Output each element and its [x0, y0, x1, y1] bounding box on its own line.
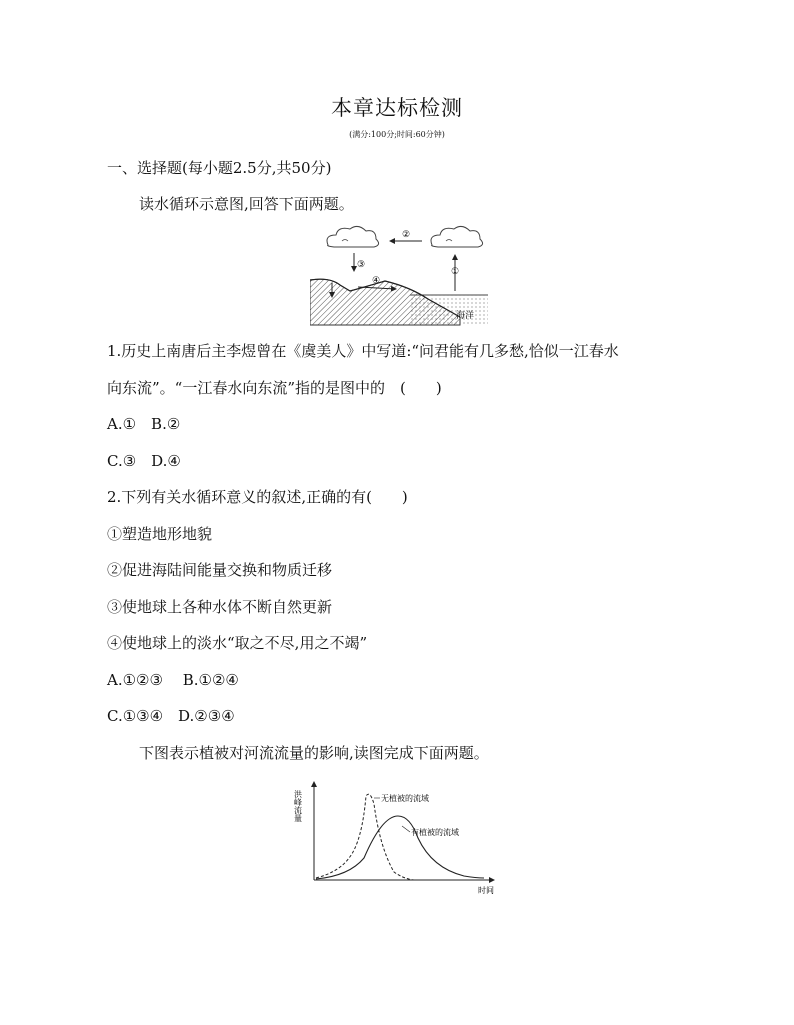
- label-no-vegetation: 无植被的流域: [381, 794, 429, 803]
- label-4: ④: [372, 276, 381, 286]
- label-1: ①: [451, 267, 460, 277]
- curve-no-vegetation: [316, 794, 414, 880]
- cloud-right-icon: [431, 226, 483, 247]
- ocean-label: 海洋: [456, 311, 475, 321]
- intro-vegetation: 下图表示植被对河流流量的影响,读图完成下面两题。: [139, 744, 489, 762]
- q1-options-ab: A.① B.②: [107, 415, 181, 433]
- q2-options-cd: C.①③④ D.②③④: [107, 707, 235, 725]
- q2-options-ab: A.①②③ B.①②④: [107, 671, 239, 689]
- score-time-note: (满分:100分;时间:60分钟): [349, 130, 445, 139]
- section-heading: 一、选择题(每小题2.5分,共50分): [107, 159, 332, 177]
- q2-item-3: ③使地球上各种水体不断自然更新: [107, 598, 333, 616]
- water-cycle-diagram: [310, 225, 490, 327]
- flood-hydrograph: [294, 776, 504, 896]
- q2-item-4: ④使地球上的淡水“取之不尽,用之不竭”: [107, 634, 368, 652]
- q1-stem-line2: 向东流”。“一江春水向东流”指的是图中的 ( ): [107, 379, 442, 397]
- q1-stem-line1: 1.历史上南唐后主李煜曾在《虞美人》中写道:“问君能有几多愁,恰似一江春水: [107, 342, 619, 360]
- y-axis-label: 洪峰流量: [294, 790, 303, 822]
- q2-stem: 2.下列有关水循环意义的叙述,正确的有( ): [107, 488, 408, 506]
- label-3: ③: [357, 260, 366, 270]
- q2-item-1: ①塑造地形地貌: [107, 525, 213, 543]
- q2-item-2: ②促进海陆间能量交换和物质迁移: [107, 561, 333, 579]
- curve-vegetation: [316, 816, 484, 879]
- q1-options-cd: C.③ D.④: [107, 452, 181, 470]
- intro-water-cycle: 读水循环示意图,回答下面两题。: [139, 195, 354, 213]
- label-2: ②: [402, 230, 411, 240]
- cloud-left-icon: [327, 226, 379, 247]
- label-vegetation: 有植被的流域: [411, 828, 459, 837]
- x-axis-label: 时间: [478, 886, 494, 895]
- page-title: 本章达标检测: [331, 96, 463, 120]
